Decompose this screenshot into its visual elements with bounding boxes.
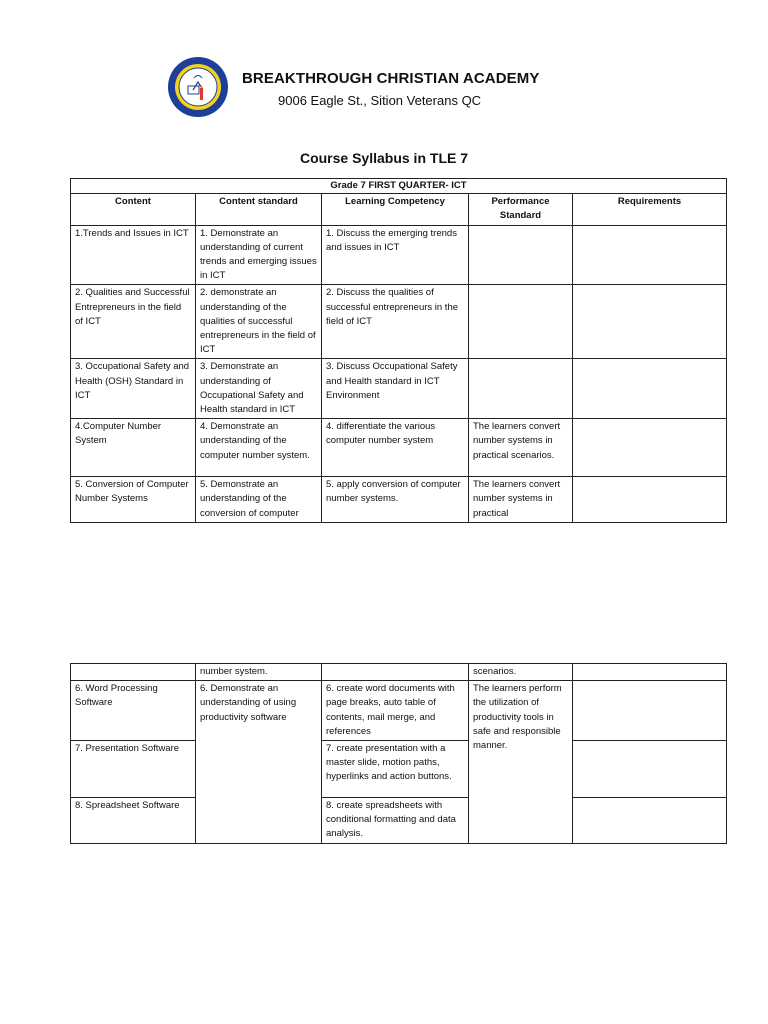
column-header-content-standard: Content standard — [196, 194, 322, 225]
column-header-content: Content — [71, 194, 196, 225]
requirements-cell — [573, 664, 727, 681]
content-cell: 7. Presentation Software — [71, 741, 196, 798]
table-row — [71, 477, 727, 523]
content-cell: 3. Occupational Safety and Health (OSH) Standard in ICT — [71, 359, 196, 419]
learning-competency-cell: 4. differentiate the various computer number system — [322, 419, 469, 477]
content-cell: 8. Spreadsheet Software — [71, 798, 196, 844]
content-standard-cell: 3. Demonstrate an understanding of Occupational Safety and Health standard in ICT — [196, 359, 322, 419]
performance-standard-cell: The learners perform the utilization of productivity tools in safe and responsible manner. — [469, 681, 573, 843]
performance-standard-cell: The learners convert number systems in practical scenarios. — [469, 419, 573, 477]
syllabus-table-continued — [70, 663, 727, 844]
learning-competency-cell: 5. apply conversion of computer number systems. — [322, 477, 469, 523]
learning-competency-cell — [322, 664, 469, 681]
table-row — [71, 741, 727, 798]
learning-competency-cell: 6. create word documents with page breaks, auto table of contents, mail merge, and references — [322, 681, 469, 741]
requirements-cell — [573, 285, 727, 359]
quarter-heading: Grade 7 FIRST QUARTER- ICT — [71, 179, 727, 194]
content-standard-cell: 5. Demonstrate an understanding of the conversion of computer — [196, 477, 322, 523]
school-address: 9006 Eagle St., Sition Veterans QC — [278, 93, 482, 108]
content-cell: 4.Computer Number System — [71, 419, 196, 477]
table-row — [71, 225, 727, 285]
performance-standard-cell: The learners convert number systems in practical — [469, 477, 573, 523]
page-title: Course Syllabus in TLE 7 — [299, 150, 469, 166]
learning-competency-cell: 3. Discuss Occupational Safety and Health standard in ICT Environment — [322, 359, 469, 419]
school-name: BREAKTHROUGH CHRISTIAN ACADEMY — [242, 70, 540, 87]
column-header-performance-standard: Performance Standard — [469, 194, 573, 225]
learning-competency-cell: 8. create spreadsheets with conditional formatting and data analysis. — [322, 798, 469, 844]
content-cell: 1.Trends and Issues in ICT — [71, 225, 196, 285]
table-row — [71, 681, 727, 741]
table-row — [71, 419, 727, 477]
school-seal-icon — [167, 56, 229, 118]
table-row — [71, 285, 727, 359]
table-row — [71, 798, 727, 844]
document-header — [0, 0, 768, 130]
requirements-cell — [573, 419, 727, 477]
content-standard-cell: 1. Demonstrate an understanding of current trends and emerging issues in ICT — [196, 225, 322, 285]
table-header-row — [71, 194, 727, 225]
table-row — [71, 359, 727, 419]
content-standard-cell: number system. — [196, 664, 322, 681]
learning-competency-cell: 1. Discuss the emerging trends and issues in ICT — [322, 225, 469, 285]
content-cell: 5. Conversion of Computer Number Systems — [71, 477, 196, 523]
content-standard-cell: 6. Demonstrate an understanding of using productivity software — [196, 681, 322, 843]
requirements-cell — [573, 798, 727, 844]
content-cell — [71, 664, 196, 681]
performance-standard-cell — [469, 359, 573, 419]
requirements-cell — [573, 225, 727, 285]
performance-standard-cell — [469, 285, 573, 359]
requirements-cell — [573, 741, 727, 798]
content-cell: 2. Qualities and Successful Entrepreneurs in the field of ICT — [71, 285, 196, 359]
syllabus-table — [70, 178, 727, 523]
content-standard-cell: 4. Demonstrate an understanding of the computer number system. — [196, 419, 322, 477]
content-cell: 6. Word Processing Software — [71, 681, 196, 741]
column-header-requirements: Requirements — [573, 194, 727, 225]
requirements-cell — [573, 359, 727, 419]
performance-standard-cell — [469, 225, 573, 285]
learning-competency-cell: 2. Discuss the qualities of successful entrepreneurs in the field of ICT — [322, 285, 469, 359]
performance-standard-cell: scenarios. — [469, 664, 573, 681]
requirements-cell — [573, 477, 727, 523]
content-standard-cell: 2. demonstrate an understanding of the qualities of successful entrepreneurs in the field of ICT — [196, 285, 322, 359]
requirements-cell — [573, 681, 727, 741]
column-header-learning-competency: Learning Competency — [322, 194, 469, 225]
learning-competency-cell: 7. create presentation with a master slide, motion paths, hyperlinks and action buttons. — [322, 741, 469, 798]
table-row — [71, 664, 727, 681]
